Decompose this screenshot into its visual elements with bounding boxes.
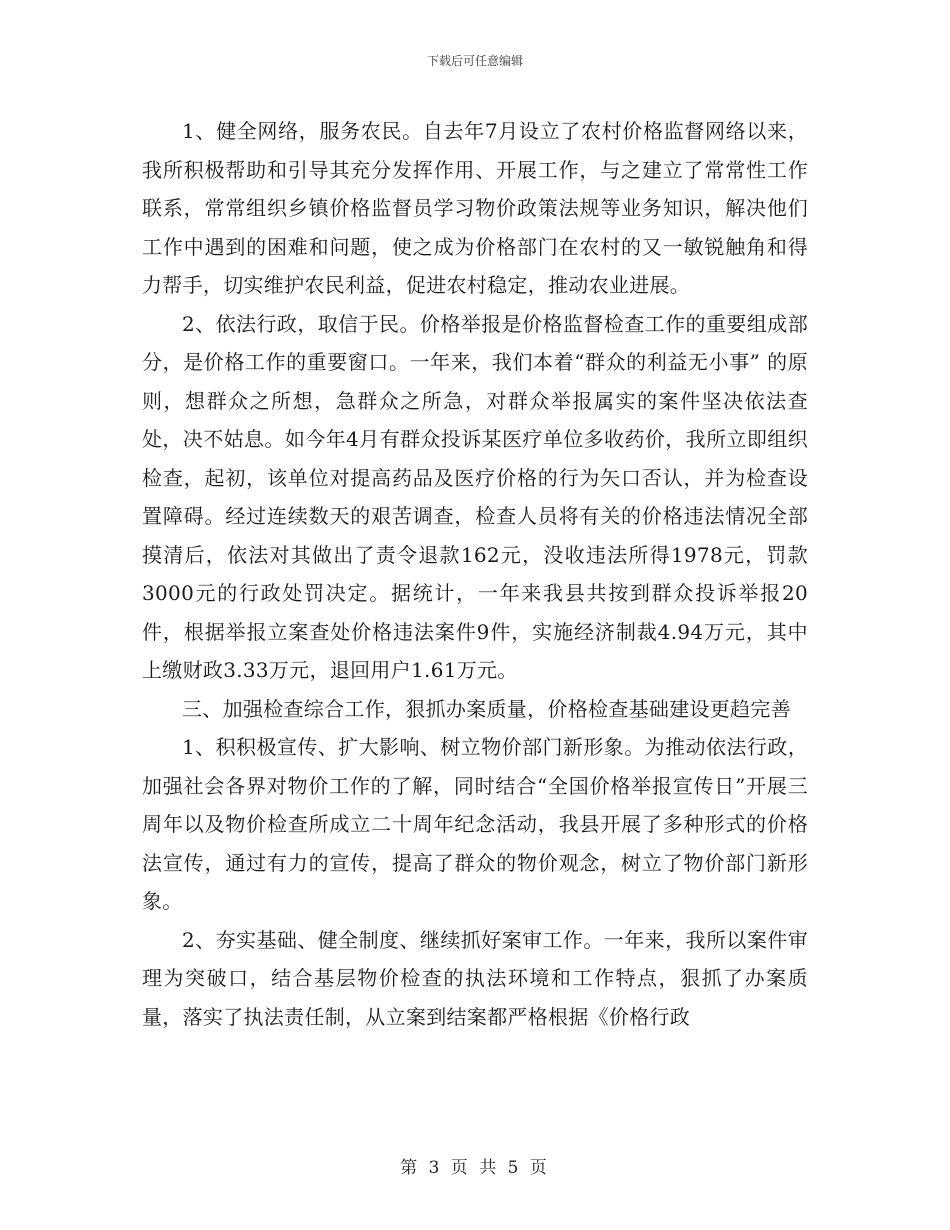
- paragraph-law-enforcement: 2、依法行政，取信于民。价格举报是价格监督检查工作的重要组成部分，是价格工作的重要窗口。一年来，我们本着“群众的利益无小事” 的原则，想群众之所想，急群众之所急，对群众举报属实的案件坚决依法查处，决不姑息。如今年4月有群众投诉某医疗单位多收药价，我所立即组织检查，起初，该单位对提高药品及医疗价格的行为矢口否认，并为检查设置障碍。经过连续数天的艰苦调查，检查人员将有关的价格违法情况全部摸清后，依法对其做出了责令退款162元，没收违法所得1978元，罚款3000元的行政处罚决定。据统计，一年来我县共按到群众投诉举报20件，根据举报立案查处价格违法案件9件，实施经济制裁4.94万元，其中上缴财政3.33万元，退回用户1.61万元。: [142, 311, 808, 682]
- paragraph-network: 1、健全网络，服务农民。自去年7月设立了农村价格监督网络以来，我所积极帮助和引导其充分发挥作用、开展工作，与之建立了常常性工作联系，常常组织乡镇价格监督员学习物价政策法规等业务知识，解决他们工作中遇到的困难和问题，使之成为价格部门在农村的又一敏锐触角和得力帮手，切实维护农民利益，促进农村稳定，推动农业进展。: [142, 119, 808, 297]
- section-heading-3: 三、加强检查综合工作，狠抓办案质量，价格检查基础建设更趋完善: [182, 696, 791, 721]
- page-footer: 第 3 页 共 5 页: [400, 1158, 550, 1178]
- page-header: 下载后可任意编辑: [426, 54, 523, 68]
- paragraph-case-review: 2、夯实基础、健全制度、继续抓好案审工作。一年来，我所以案件审理为突破口，结合基层物价检查的执法环境和工作特点，狠抓了办案质量，落实了执法责任制，从立案到结案都严格根据《价格行政: [142, 927, 808, 1029]
- paragraph-publicity: 1、积积极宣传、扩大影响、树立物价部门新形象。为推动依法行政，加强社会各界对物价工作的了解，同时结合“全国价格举报宣传日”开展三周年以及物价检查所成立二十周年纪念活动，我县开展了多种形式的价格法宣传，通过有力的宣传，提高了群众的物价观念，树立了物价部门新形象。: [142, 735, 808, 913]
- document-body: [142, 112, 808, 1036]
